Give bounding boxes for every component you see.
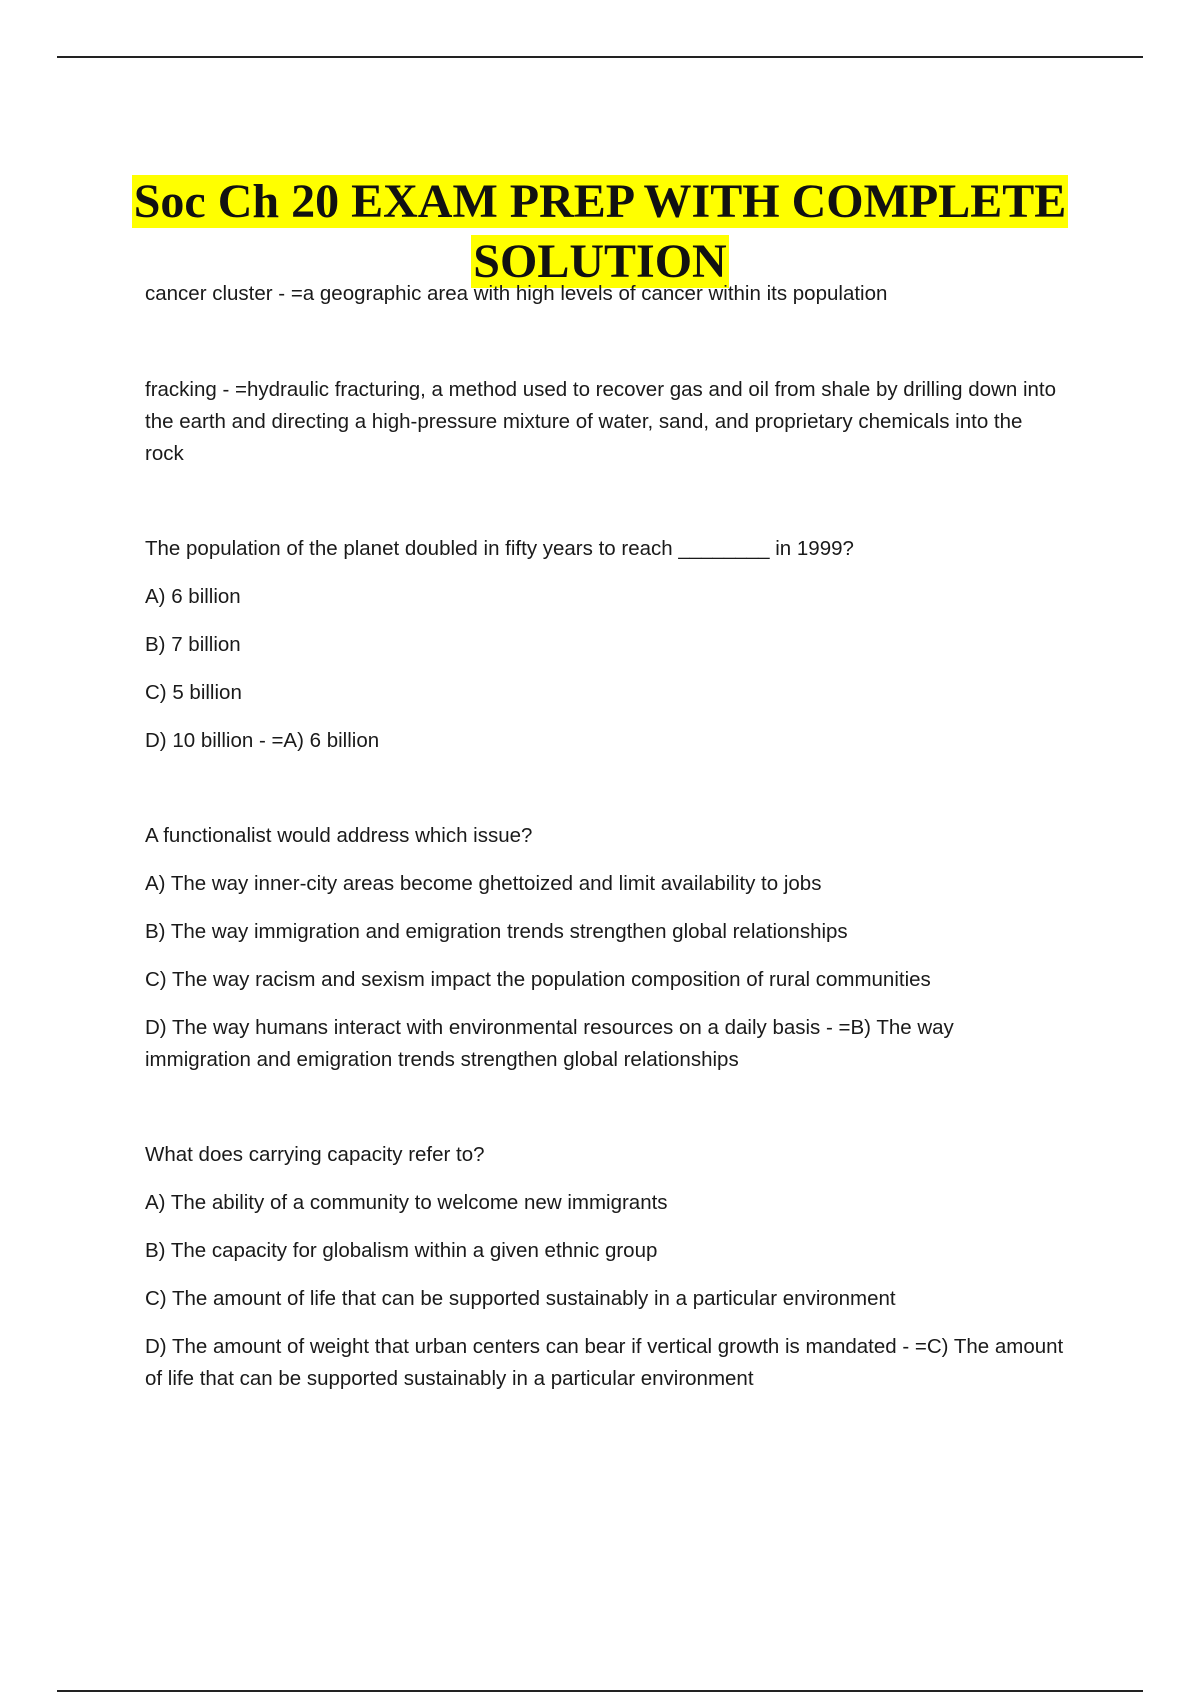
- top-rule: [57, 56, 1143, 58]
- question-block-1: [145, 533, 1065, 757]
- answer-option: A) 6 billion: [145, 585, 241, 608]
- answer-option: B) The capacity for globalism within a given ethnic group: [145, 1239, 658, 1262]
- answer-option: D) The amount of weight that urban centers can bear if vertical growth is mandated - =C) The amount of life that can be supported sustainably in a particular environment: [145, 1335, 1064, 1390]
- answer-option: C) The way racism and sexism impact the population composition of rural communities: [145, 968, 931, 991]
- question-block-2: [145, 820, 1065, 1076]
- title-line-1: Soc Ch 20 EXAM PREP WITH COMPLETE: [133, 175, 1067, 229]
- question-prompt: What does carrying capacity refer to?: [145, 1143, 485, 1166]
- answer-option: D) The way humans interact with environmental resources on a daily basis - =B) The way immigration and emigration trends strengthen global relationships: [145, 1016, 954, 1071]
- question-block-3: [145, 1139, 1065, 1395]
- term-fracking: fracking - =hydraulic fracturing, a method used to recover gas and oil from shale by drilling down into the earth and directing a high-pressure mixture of water, sand, and proprietary chemicals into the rock: [145, 378, 1057, 465]
- answer-option: A) The way inner-city areas become ghettoized and limit availability to jobs: [145, 872, 822, 895]
- title-line-2: SOLUTION: [473, 235, 727, 289]
- question-prompt: A functionalist would address which issue?: [145, 824, 533, 847]
- answer-option: B) The way immigration and emigration trends strengthen global relationships: [145, 920, 848, 943]
- answer-option: D) 10 billion - =A) 6 billion: [145, 729, 380, 752]
- document-body: [145, 278, 1065, 1395]
- bottom-rule: [57, 1690, 1143, 1692]
- question-prompt: The population of the planet doubled in fifty years to reach ________ in 1999?: [145, 537, 854, 560]
- answer-option: A) The ability of a community to welcome new immigrants: [145, 1191, 668, 1214]
- document-title: [100, 172, 1100, 292]
- answer-option: C) The amount of life that can be supported sustainably in a particular environment: [145, 1287, 896, 1310]
- answer-option: B) 7 billion: [145, 633, 241, 656]
- term-cancer-cluster: cancer cluster - =a geographic area with high levels of cancer within its population: [145, 282, 888, 305]
- answer-option: C) 5 billion: [145, 681, 242, 704]
